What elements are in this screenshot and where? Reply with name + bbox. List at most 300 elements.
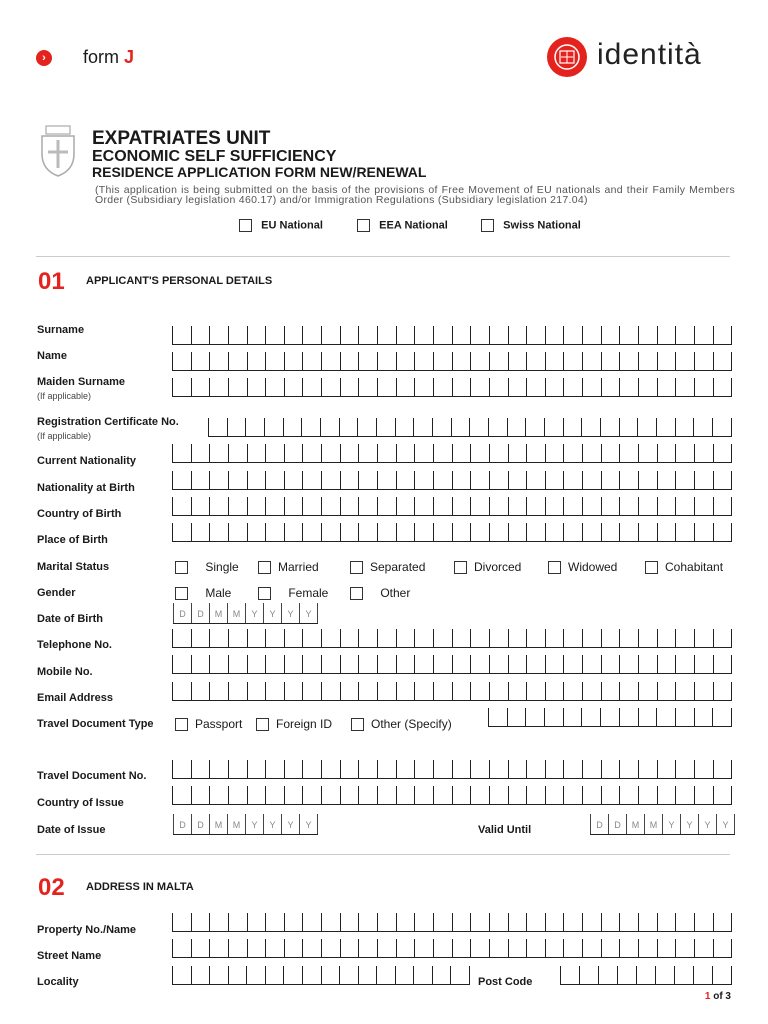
char-box[interactable] [414,939,433,957]
char-box[interactable] [358,497,377,515]
char-box[interactable] [172,760,191,778]
char-box[interactable] [675,418,694,436]
date-cell[interactable]: Y [662,814,680,834]
char-box[interactable] [675,682,694,700]
char-box[interactable] [228,523,247,541]
char-box[interactable] [284,378,303,396]
char-box[interactable] [228,682,247,700]
char-box[interactable] [396,629,415,647]
char-box[interactable] [265,760,284,778]
char-box[interactable] [657,682,676,700]
char-box[interactable] [452,939,471,957]
char-box[interactable] [675,471,694,489]
char-box[interactable] [358,966,377,984]
registration-cert-input[interactable] [208,418,732,437]
char-box[interactable] [657,939,676,957]
char-box[interactable] [302,966,321,984]
email-input[interactable] [172,682,732,701]
char-box[interactable] [713,444,733,462]
date-cell[interactable]: M [644,814,662,834]
char-box[interactable] [339,418,358,436]
char-box[interactable] [638,352,657,370]
char-box[interactable] [545,760,564,778]
char-box[interactable] [508,913,527,931]
char-box[interactable] [321,523,340,541]
char-box[interactable] [283,966,302,984]
char-box[interactable] [694,655,713,673]
char-box[interactable] [209,760,228,778]
char-box[interactable] [321,444,340,462]
char-box[interactable] [414,352,433,370]
char-box[interactable] [228,939,247,957]
char-box[interactable] [545,352,564,370]
char-box[interactable] [582,682,601,700]
char-box[interactable] [713,682,733,700]
char-box[interactable] [581,418,600,436]
char-box[interactable] [582,378,601,396]
char-box[interactable] [228,444,247,462]
char-box[interactable] [582,655,601,673]
char-box[interactable] [508,378,527,396]
char-box[interactable] [414,913,433,931]
char-box[interactable] [302,939,321,957]
char-box[interactable] [657,523,676,541]
char-box[interactable] [470,444,489,462]
char-box[interactable] [228,471,247,489]
char-box[interactable] [619,497,638,515]
locality-input[interactable] [172,966,470,985]
char-box[interactable] [638,786,657,804]
char-box[interactable] [619,939,638,957]
char-box[interactable] [321,913,340,931]
char-box[interactable] [563,629,582,647]
char-box[interactable] [191,444,210,462]
char-box[interactable] [544,418,563,436]
char-box[interactable] [619,418,638,436]
char-box[interactable] [526,786,545,804]
marital-cohabitant[interactable] [645,560,723,574]
char-box[interactable] [247,352,266,370]
char-box[interactable] [209,939,228,957]
char-box[interactable] [638,913,657,931]
char-box[interactable] [395,966,414,984]
char-box[interactable] [302,655,321,673]
char-box[interactable] [265,326,284,344]
marital-widowed[interactable] [548,560,617,574]
char-box[interactable] [396,444,415,462]
char-box[interactable] [302,629,321,647]
char-box[interactable] [228,497,247,515]
travel-other[interactable] [351,717,452,731]
char-box[interactable] [563,523,582,541]
char-box[interactable] [265,471,284,489]
char-box[interactable] [209,682,228,700]
date-cell[interactable]: Y [299,603,318,623]
surname-input[interactable] [172,326,732,345]
char-box[interactable] [228,655,247,673]
char-box[interactable] [321,786,340,804]
char-box[interactable] [433,444,452,462]
valid-until-input[interactable] [590,814,735,835]
char-box[interactable] [264,418,283,436]
char-box[interactable] [582,326,601,344]
char-box[interactable] [638,523,657,541]
char-box[interactable] [172,913,191,931]
char-box[interactable] [433,497,452,515]
gender-male[interactable] [175,586,231,600]
char-box[interactable] [563,760,582,778]
char-box[interactable] [507,708,526,726]
char-box[interactable] [657,786,676,804]
char-box[interactable] [694,786,713,804]
char-box[interactable] [619,352,638,370]
marital-married[interactable] [258,560,319,574]
char-box[interactable] [321,966,340,984]
char-box[interactable] [376,966,395,984]
char-box[interactable] [582,523,601,541]
char-box[interactable] [339,966,358,984]
date-cell[interactable]: Y [299,814,318,834]
char-box[interactable] [563,326,582,344]
char-box[interactable] [675,352,694,370]
char-box[interactable] [508,471,527,489]
char-box[interactable] [209,471,228,489]
char-box[interactable] [433,471,452,489]
issue-country-input[interactable] [172,786,732,805]
char-box[interactable] [582,497,601,515]
char-box[interactable] [265,497,284,515]
char-box[interactable] [452,352,471,370]
char-box[interactable] [489,939,508,957]
char-box[interactable] [358,523,377,541]
date-cell[interactable]: D [590,814,608,834]
char-box[interactable] [172,326,191,344]
char-box[interactable] [172,786,191,804]
char-box[interactable] [638,378,657,396]
char-box[interactable] [452,786,471,804]
travel-other-specify-input[interactable] [488,708,732,727]
char-box[interactable] [713,786,733,804]
char-box[interactable] [358,760,377,778]
char-box[interactable] [713,352,733,370]
char-box[interactable] [638,655,657,673]
date-cell[interactable]: Y [716,814,735,834]
char-box[interactable] [358,444,377,462]
char-box[interactable] [358,352,377,370]
char-box[interactable] [247,786,266,804]
current-nationality-input[interactable] [172,444,732,463]
char-box[interactable] [579,966,598,984]
char-box[interactable] [228,326,247,344]
char-box[interactable] [694,913,713,931]
char-box[interactable] [545,629,564,647]
char-box[interactable] [657,913,676,931]
char-box[interactable] [209,913,228,931]
property-input[interactable] [172,913,732,932]
char-box[interactable] [265,352,284,370]
char-box[interactable] [432,966,451,984]
char-box[interactable] [247,326,266,344]
char-box[interactable] [489,471,508,489]
char-box[interactable] [675,378,694,396]
char-box[interactable] [619,913,638,931]
char-box[interactable] [433,523,452,541]
char-box[interactable] [284,444,303,462]
char-box[interactable] [470,682,489,700]
char-box[interactable] [340,939,359,957]
char-box[interactable] [321,471,340,489]
char-box[interactable] [508,326,527,344]
char-box[interactable] [656,708,675,726]
char-box[interactable] [470,629,489,647]
date-cell[interactable]: M [209,603,227,623]
char-box[interactable] [228,352,247,370]
char-box[interactable] [675,708,694,726]
char-box[interactable] [209,655,228,673]
char-box[interactable] [246,966,265,984]
char-box[interactable] [563,708,582,726]
char-box[interactable] [489,523,508,541]
char-box[interactable] [340,523,359,541]
char-box[interactable] [675,760,694,778]
char-box[interactable] [377,655,396,673]
char-box[interactable] [452,629,471,647]
marital-single[interactable] [175,560,239,574]
char-box[interactable] [694,471,713,489]
char-box[interactable] [396,497,415,515]
char-box[interactable] [209,378,228,396]
char-box[interactable] [247,497,266,515]
char-box[interactable] [545,471,564,489]
char-box[interactable] [172,497,191,515]
char-box[interactable] [489,760,508,778]
char-box[interactable] [340,497,359,515]
char-box[interactable] [451,418,470,436]
date-cell[interactable]: Y [245,814,263,834]
char-box[interactable] [713,378,733,396]
char-box[interactable] [601,786,620,804]
char-box[interactable] [638,939,657,957]
char-box[interactable] [413,966,432,984]
date-cell[interactable]: Y [698,814,716,834]
char-box[interactable] [563,786,582,804]
char-box[interactable] [712,418,732,436]
char-box[interactable] [191,378,210,396]
char-box[interactable] [191,655,210,673]
char-box[interactable] [489,378,508,396]
char-box[interactable] [545,378,564,396]
char-box[interactable] [245,418,264,436]
date-cell[interactable]: Y [245,603,263,623]
char-box[interactable] [340,786,359,804]
char-box[interactable] [563,471,582,489]
char-box[interactable] [694,497,713,515]
char-box[interactable] [209,352,228,370]
char-box[interactable] [489,497,508,515]
travel-foreign-id[interactable] [256,717,332,731]
char-box[interactable] [713,655,733,673]
char-box[interactable] [638,444,657,462]
char-box[interactable] [414,655,433,673]
char-box[interactable] [638,471,657,489]
char-box[interactable] [191,352,210,370]
gender-male-checkbox[interactable] [175,587,188,600]
char-box[interactable] [545,913,564,931]
char-box[interactable] [172,655,191,673]
char-box[interactable] [545,444,564,462]
char-box[interactable] [470,378,489,396]
char-box[interactable] [433,786,452,804]
char-box[interactable] [563,913,582,931]
char-box[interactable] [675,497,694,515]
char-box[interactable] [433,629,452,647]
char-box[interactable] [301,418,320,436]
char-box[interactable] [563,444,582,462]
char-box[interactable] [377,326,396,344]
char-box[interactable] [545,786,564,804]
char-box[interactable] [601,471,620,489]
char-box[interactable] [321,939,340,957]
travel-foreign-id-checkbox[interactable] [256,718,269,731]
char-box[interactable] [228,629,247,647]
char-box[interactable] [358,939,377,957]
char-box[interactable] [470,523,489,541]
char-box[interactable] [321,378,340,396]
char-box[interactable] [526,326,545,344]
char-box[interactable] [657,471,676,489]
char-box[interactable] [340,444,359,462]
char-box[interactable] [638,682,657,700]
mobile-input[interactable] [172,655,732,674]
char-box[interactable] [302,913,321,931]
char-box[interactable] [656,418,675,436]
char-box[interactable] [675,913,694,931]
char-box[interactable] [247,760,266,778]
char-box[interactable] [452,655,471,673]
char-box[interactable] [321,326,340,344]
char-box[interactable] [470,352,489,370]
char-box[interactable] [433,939,452,957]
char-box[interactable] [377,913,396,931]
char-box[interactable] [340,378,359,396]
char-box[interactable] [228,378,247,396]
char-box[interactable] [377,352,396,370]
char-box[interactable] [340,326,359,344]
char-box[interactable] [508,939,527,957]
char-box[interactable] [396,786,415,804]
char-box[interactable] [191,939,210,957]
char-box[interactable] [489,444,508,462]
char-box[interactable] [713,523,733,541]
date-cell[interactable]: M [626,814,644,834]
char-box[interactable] [675,326,694,344]
char-box[interactable] [265,655,284,673]
char-box[interactable] [600,708,619,726]
char-box[interactable] [283,418,302,436]
date-cell[interactable]: D [191,814,209,834]
date-cell[interactable]: Y [281,814,299,834]
char-box[interactable] [320,418,339,436]
char-box[interactable] [377,786,396,804]
char-box[interactable] [693,418,712,436]
country-birth-input[interactable] [172,497,732,516]
char-box[interactable] [302,760,321,778]
char-box[interactable] [525,708,544,726]
char-box[interactable] [526,444,545,462]
char-box[interactable] [675,786,694,804]
char-box[interactable] [601,629,620,647]
char-box[interactable] [508,497,527,515]
char-box[interactable] [713,760,733,778]
char-box[interactable] [563,939,582,957]
char-box[interactable] [396,523,415,541]
char-box[interactable] [284,629,303,647]
char-box[interactable] [358,471,377,489]
swiss-national-option[interactable] [481,219,581,232]
dob-input[interactable] [173,603,318,624]
char-box[interactable] [191,523,210,541]
char-box[interactable] [209,629,228,647]
char-box[interactable] [508,655,527,673]
char-box[interactable] [247,682,266,700]
date-cell[interactable]: D [191,603,209,623]
marital-divorced[interactable] [454,560,521,574]
marital-married-checkbox[interactable] [258,561,271,574]
marital-single-checkbox[interactable] [175,561,188,574]
char-box[interactable] [209,497,228,515]
char-box[interactable] [228,786,247,804]
char-box[interactable] [247,378,266,396]
char-box[interactable] [601,655,620,673]
char-box[interactable] [526,352,545,370]
char-box[interactable] [340,760,359,778]
char-box[interactable] [302,471,321,489]
char-box[interactable] [489,786,508,804]
char-box[interactable] [358,913,377,931]
char-box[interactable] [470,471,489,489]
char-box[interactable] [396,471,415,489]
char-box[interactable] [302,497,321,515]
char-box[interactable] [713,629,733,647]
char-box[interactable] [470,939,489,957]
char-box[interactable] [489,352,508,370]
char-box[interactable] [209,966,228,984]
char-box[interactable] [265,786,284,804]
char-box[interactable] [396,352,415,370]
char-box[interactable] [358,326,377,344]
char-box[interactable] [302,786,321,804]
char-box[interactable] [675,444,694,462]
char-box[interactable] [284,913,303,931]
marital-divorced-checkbox[interactable] [454,561,467,574]
telephone-input[interactable] [172,629,732,648]
char-box[interactable] [247,471,266,489]
char-box[interactable] [358,655,377,673]
char-box[interactable] [582,786,601,804]
char-box[interactable] [377,523,396,541]
char-box[interactable] [340,682,359,700]
char-box[interactable] [694,760,713,778]
char-box[interactable] [598,966,617,984]
char-box[interactable] [657,655,676,673]
char-box[interactable] [414,326,433,344]
date-cell[interactable]: Y [680,814,698,834]
char-box[interactable] [601,444,620,462]
char-box[interactable] [526,655,545,673]
char-box[interactable] [321,352,340,370]
char-box[interactable] [560,966,579,984]
char-box[interactable] [470,655,489,673]
